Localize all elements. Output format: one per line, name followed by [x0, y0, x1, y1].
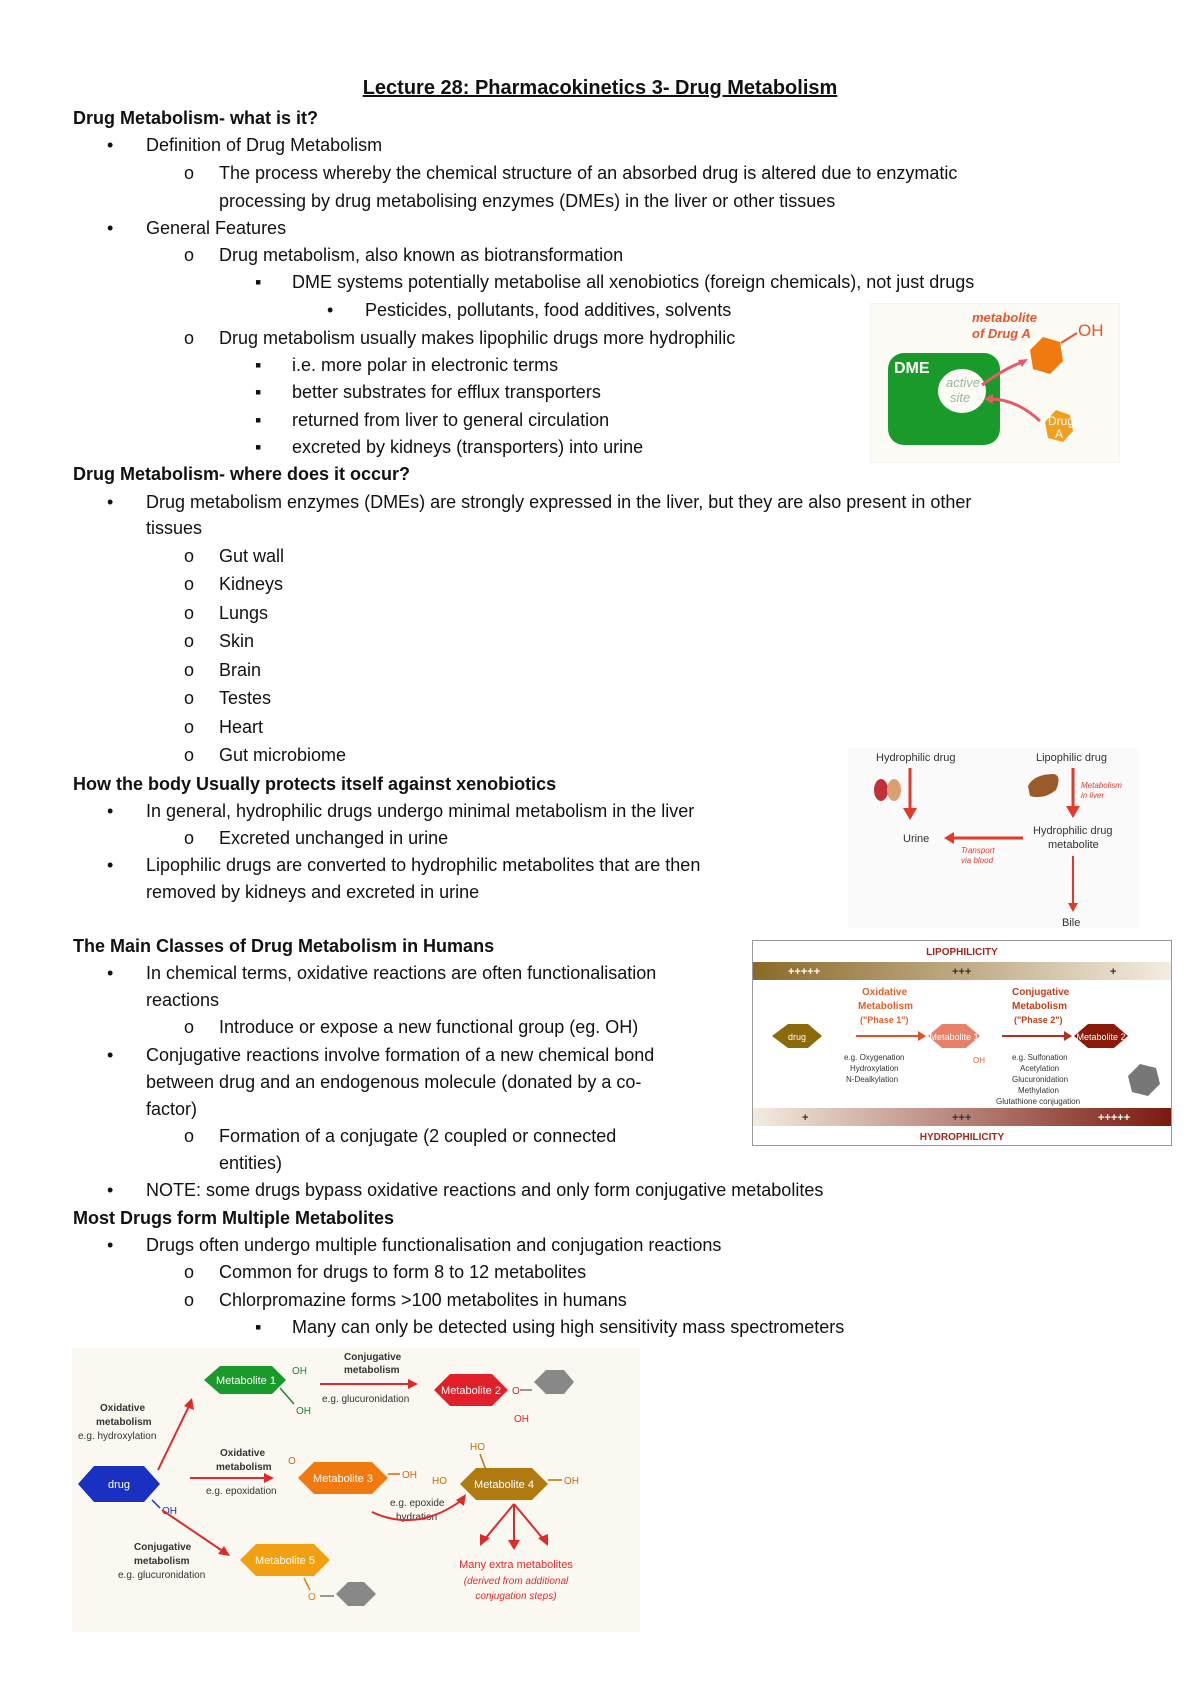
label-metabolism-1: Metabolism [858, 1001, 914, 1012]
tissue-item: Brain [219, 660, 262, 680]
text-line: The process whereby the chemical structure of an absorbed drug is altered due to enzymatic [219, 163, 958, 183]
label-metabolite-2: Metabolite 2 [1076, 1032, 1126, 1042]
label-ox-left-3: e.g. hydroxylation [78, 1431, 157, 1442]
label-metabolite-1: Metabolite 1 [929, 1032, 979, 1042]
label-conj-top-3: e.g. glucuronidation [322, 1394, 410, 1405]
bullet-circle: o [184, 245, 195, 265]
label-ox-left-2: metabolism [96, 1417, 152, 1428]
text-line: NOTE: some drugs bypass oxidative reactions and only form conjugative metabolites [146, 1180, 824, 1200]
label-met3: Metabolite 3 [313, 1473, 373, 1485]
heading-protect: How the body Usually protects itself against xenobiotics [73, 774, 557, 794]
bullet-circle: o [184, 603, 195, 623]
label-conj-bot-2: metabolism [134, 1556, 190, 1567]
tissue-item: Skin [219, 631, 255, 651]
label-plus3-bottom: +++ [952, 1112, 972, 1124]
label-a: A [1055, 427, 1064, 441]
text-line: In general, hydrophilic drugs undergo minimal metabolism in the liver [146, 801, 695, 821]
multiple-metabolites-figure [72, 1348, 640, 1632]
label-oxidative: Oxidative [862, 987, 908, 998]
bullet-square: ▪ [255, 410, 262, 430]
label-metabolite: metabolite [1048, 839, 1099, 851]
text-line: Introduce or expose a new functional group (eg. OH) [219, 1017, 639, 1037]
label-plus1-bottom: + [802, 1112, 809, 1124]
bullet-circle: o [184, 745, 195, 765]
text-line: Drug metabolism, also known as biotransformation [219, 245, 624, 265]
label-metabolite: metabolite [972, 310, 1038, 325]
bullet-dot: • [107, 492, 114, 512]
label-ox-mid-2: metabolism [216, 1462, 272, 1473]
bullet-circle: o [184, 1126, 195, 1146]
label-active: active [946, 375, 980, 390]
label-conj-top-1: Conjugative [344, 1352, 402, 1363]
label-phase-1: ("Phase 1") [860, 1015, 909, 1025]
tissue-item: Heart [219, 717, 264, 737]
label-many-2: (derived from additional [463, 1576, 569, 1587]
text-line: between drug and an endogenous molecule (donated by a co- [146, 1072, 642, 1092]
ox-example: N-Dealkylation [846, 1075, 899, 1084]
label-o-met5: O [308, 1592, 316, 1603]
text-line: Many can only be detected using high sensitivity mass spectrometers [292, 1317, 845, 1337]
bullet-square: ▪ [255, 355, 262, 375]
label-oh-met2: OH [514, 1414, 529, 1425]
label-via-blood: via blood [961, 856, 994, 865]
label-hydrophilic-drug: Hydrophilic drug [876, 752, 956, 764]
conj-example: Glucuronidation [1012, 1075, 1069, 1084]
elimination-figure [848, 748, 1138, 928]
bullet-square: ▪ [255, 382, 262, 402]
heading-classes: The Main Classes of Drug Metabolism in Humans [73, 936, 495, 956]
page-title: Lecture 28: Pharmacokinetics 3- Drug Metabolism [362, 77, 838, 99]
label-bile: Bile [1062, 917, 1081, 928]
label-plus5-top: +++++ [788, 966, 821, 978]
text-line: Formation of a conjugate (2 coupled or connected [219, 1126, 617, 1146]
bullet-circle: o [184, 574, 195, 594]
ox-example: Hydroxylation [850, 1064, 899, 1073]
label-ho-met4-top: HO [470, 1442, 485, 1453]
label-phase-2: ("Phase 2") [1014, 1015, 1063, 1025]
bullet-square: ▪ [255, 1317, 262, 1337]
label-conj-top-2: metabolism [344, 1365, 400, 1376]
label-oh: OH [973, 1056, 985, 1065]
text-line: removed by kidneys and excreted in urine [146, 882, 480, 902]
label-in-liver: in liver [1081, 791, 1105, 800]
tissue-item: Testes [219, 688, 272, 708]
ox-example: e.g. Oxygenation [844, 1053, 905, 1062]
label-hydrophilicity: HYDROPHILICITY [919, 1132, 1005, 1143]
bullet-circle: o [184, 688, 195, 708]
bullet-dot: • [107, 963, 114, 983]
bullet-dot: • [107, 1045, 114, 1065]
label-oh-drug: OH [162, 1506, 177, 1517]
label-drug: Drug [1048, 414, 1075, 428]
text-line: General Features [146, 218, 287, 238]
label-urine: Urine [903, 833, 930, 845]
text-line: entities) [219, 1153, 283, 1173]
conj-example: Glutathione conjugation [996, 1097, 1081, 1106]
tissue-item: Kidneys [219, 574, 284, 594]
label-many-1: Many extra metabolites [459, 1559, 573, 1571]
bullet-dot: • [107, 1235, 114, 1255]
label-lipophilic-drug: Lipophilic drug [1036, 752, 1107, 764]
text-line: Drug metabolism usually makes lipophilic drugs more hydrophilic [219, 328, 736, 348]
label-oh-met4: OH [564, 1476, 579, 1487]
bullet-square: ▪ [255, 272, 262, 292]
label-of-drug: of Drug A [972, 326, 1031, 341]
bullet-dot: • [107, 855, 114, 875]
conj-example: Acetylation [1020, 1064, 1060, 1073]
conj-example: Methylation [1018, 1086, 1059, 1095]
text-line: reactions [146, 990, 220, 1010]
label-ox-left-1: Oxidative [100, 1403, 146, 1414]
label-met2: Metabolite 2 [441, 1385, 501, 1397]
bullet-dot: • [107, 1180, 114, 1200]
text-line: processing by drug metabolising enzymes (DMEs) in the liver or other tissues [219, 191, 836, 211]
text-line: Conjugative reactions involve formation of a new chemical bond [146, 1045, 655, 1065]
tissue-item: Lungs [219, 603, 269, 623]
heading-what: Drug Metabolism- what is it? [73, 108, 319, 128]
heading-multi: Most Drugs form Multiple Metabolites [73, 1208, 395, 1228]
text-line: Definition of Drug Metabolism [146, 135, 383, 155]
label-plus1-top: + [1110, 966, 1117, 978]
text-line: Drug metabolism enzymes (DMEs) are strongly expressed in the liver, but they are also present in other [146, 492, 972, 512]
tissue-item: Gut wall [219, 546, 285, 566]
bullet-circle: o [184, 1290, 195, 1310]
text-line: tissues [146, 518, 203, 538]
label-lipophilicity: LIPOPHILICITY [926, 947, 998, 958]
label-ox-mid-1: Oxidative [220, 1448, 266, 1459]
label-drug: drug [107, 1479, 131, 1491]
bullet-circle: o [184, 631, 195, 651]
text-line: better substrates for efflux transporters [292, 382, 601, 402]
bullet-circle: o [184, 328, 195, 348]
bullet-dot: • [107, 801, 114, 821]
heading-where: Drug Metabolism- where does it occur? [73, 464, 411, 484]
text-line: excreted by kidneys (transporters) into urine [292, 437, 644, 457]
bullet-circle: o [184, 660, 195, 680]
bullet-circle: o [184, 828, 195, 848]
text-line: Pesticides, pollutants, food additives, solvents [365, 300, 732, 320]
label-metabolism-2: Metabolism [1012, 1001, 1068, 1012]
label-met5: Metabolite 5 [255, 1555, 315, 1567]
label-met1: Metabolite 1 [216, 1375, 276, 1387]
label-met4: Metabolite 4 [474, 1479, 534, 1491]
label-plus5-bottom: +++++ [1098, 1112, 1131, 1124]
label-epoxide-2: hydration [396, 1512, 438, 1523]
text-line: factor) [146, 1099, 198, 1119]
label-conj-bot-1: Conjugative [134, 1542, 192, 1553]
dme-figure [870, 303, 1120, 463]
label-site: site [950, 390, 971, 405]
label-oh: OH [1078, 321, 1104, 340]
bullet-circle: o [184, 1017, 195, 1037]
text-line: i.e. more polar in electronic terms [292, 355, 559, 375]
bullet-circle: o [184, 163, 195, 183]
conj-example: e.g. Sulfonation [1012, 1053, 1068, 1062]
label-ox-mid-3: e.g. epoxidation [206, 1486, 277, 1497]
label-conjugative: Conjugative [1012, 987, 1070, 998]
text-line: Common for drugs to form 8 to 12 metabolites [219, 1262, 587, 1282]
text-line: Lipophilic drugs are converted to hydrophilic metabolites that are then [146, 855, 701, 875]
tissue-item: Gut microbiome [219, 745, 347, 765]
label-ho-met4-left: HO [432, 1476, 447, 1487]
bullet-circle: o [184, 1262, 195, 1282]
bullet-dot: • [327, 300, 334, 320]
label-dme: DME [894, 360, 930, 377]
text-line: Excreted unchanged in urine [219, 828, 449, 848]
label-drug: drug [787, 1032, 807, 1042]
text-line: DME systems potentially metabolise all xenobiotics (foreign chemicals), not just drugs [292, 272, 975, 292]
label-metabolism: Metabolism [1081, 781, 1122, 790]
bullet-circle: o [184, 546, 195, 566]
label-oh-met3: OH [402, 1470, 417, 1481]
text-line: In chemical terms, oxidative reactions are often functionalisation [146, 963, 657, 983]
text-line: returned from liver to general circulation [292, 410, 610, 430]
label-conj-bot-3: e.g. glucuronidation [118, 1570, 206, 1581]
label-plus3-top: +++ [952, 966, 972, 978]
label-oh-met1-bottom: OH [296, 1406, 311, 1417]
label-many-3: conjugation steps) [475, 1591, 557, 1602]
text-line: Drugs often undergo multiple functionalisation and conjugation reactions [146, 1235, 722, 1255]
label-transport: Transport [961, 846, 995, 855]
label-epoxide-1: e.g. epoxide [390, 1498, 445, 1509]
bullet-circle: o [184, 717, 195, 737]
bullet-dot: • [107, 218, 114, 238]
bullet-square: ▪ [255, 437, 262, 457]
text-line: Chlorpromazine forms >100 metabolites in humans [219, 1290, 627, 1310]
bullet-dot: • [107, 135, 114, 155]
kidney-icon [874, 779, 888, 801]
phase-figure [752, 940, 1172, 1146]
label-hydrophilic-drug-2: Hydrophilic drug [1033, 825, 1113, 837]
label-o-met2: O [512, 1386, 520, 1397]
label-o-met3: O [288, 1456, 296, 1467]
label-oh-met1-top: OH [292, 1366, 307, 1377]
